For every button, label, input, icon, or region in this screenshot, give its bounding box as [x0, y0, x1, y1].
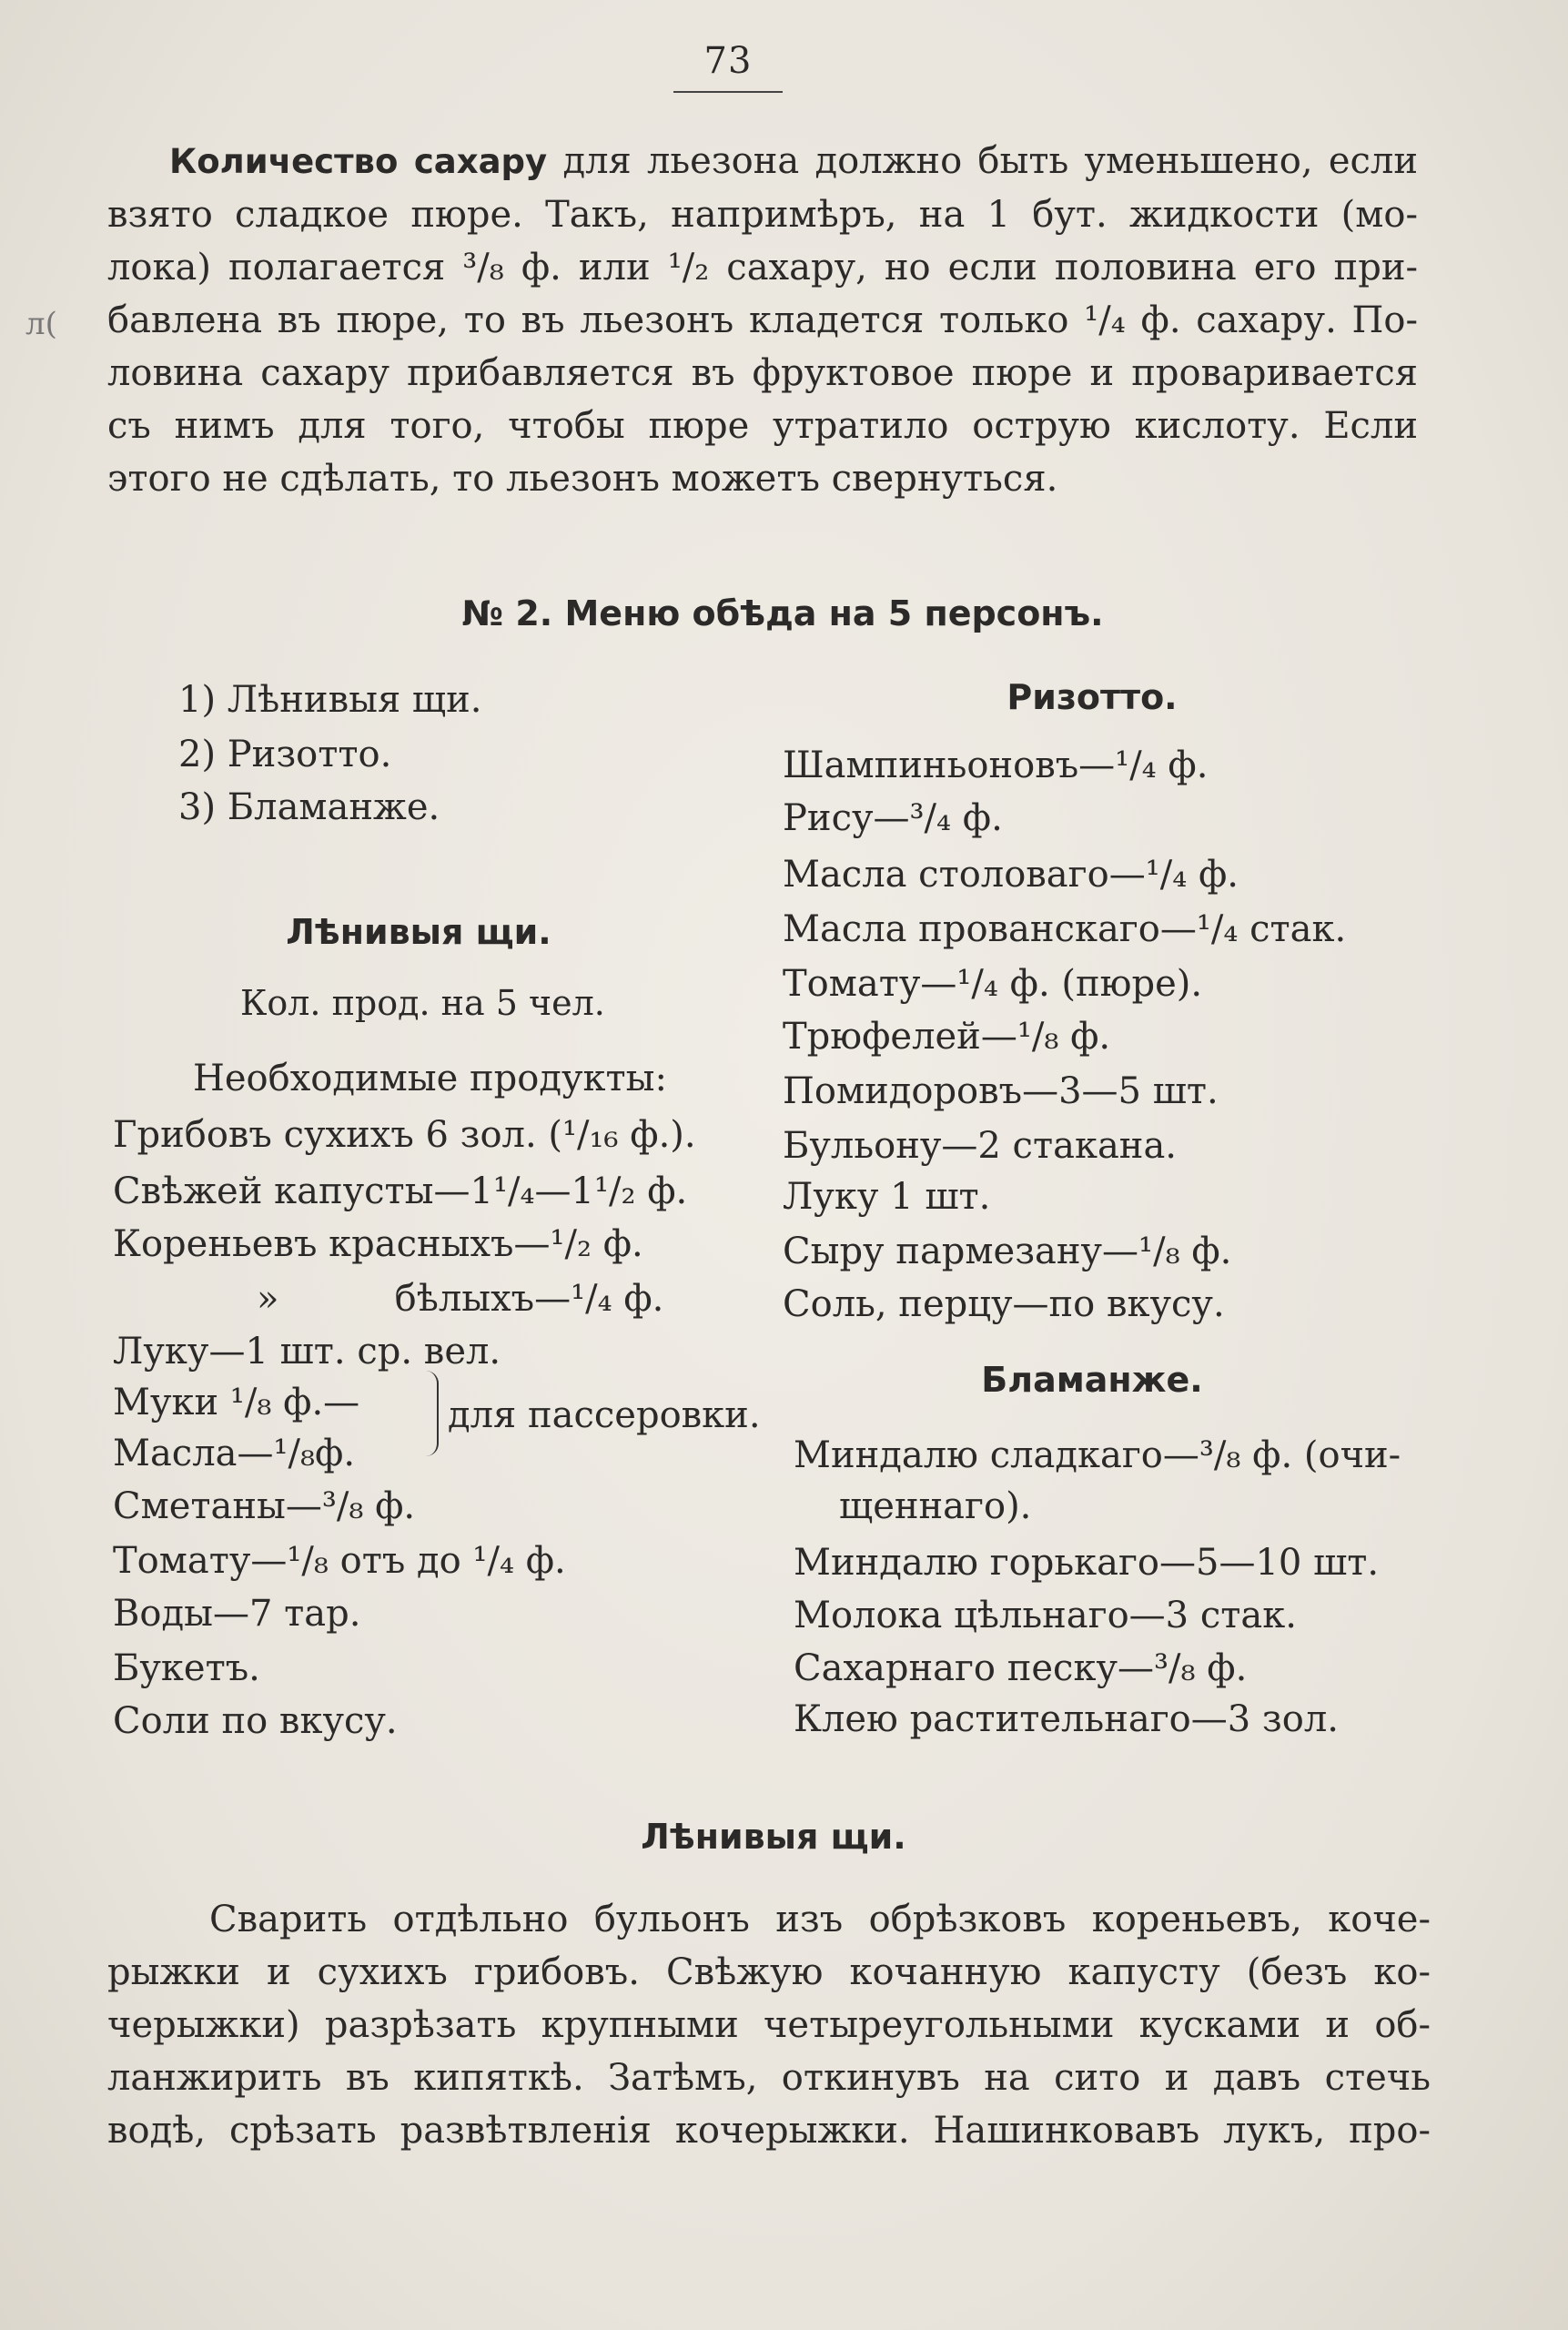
- risotto-line: Сыру пармезану—¹/₈ ф.: [783, 1231, 1232, 1272]
- risotto-line: Луку 1 шт.: [783, 1176, 991, 1218]
- risotto-line: Соль, перцу—по вкусу.: [783, 1283, 1225, 1325]
- method-paragraph: [107, 1893, 1431, 2157]
- brace: [420, 1371, 439, 1456]
- risotto-line: Шампиньоновъ—¹/₄ ф.: [783, 745, 1209, 786]
- intro-line-6: этого не сдѣлать, то льезонъ можетъ свернуться.: [107, 458, 1058, 500]
- ingredient-line: Соли по вкусу.: [113, 1700, 398, 1742]
- ingredient-line: Луку—1 шт. ср. вел.: [113, 1331, 501, 1373]
- blancmange-line: щеннаго).: [839, 1485, 1032, 1527]
- menu-item-3: 3) Бламанже.: [178, 786, 440, 828]
- ingredient-line: Муки ¹/₈ ф.—: [113, 1382, 360, 1423]
- blancmange-line: Миндалю сладкаго—³/₈ ф. (очи-: [794, 1434, 1401, 1476]
- risotto-line: Масла прованскаго—¹/₄ стак.: [783, 908, 1347, 950]
- risotto-line: Рису—³/₄ ф.: [783, 797, 1003, 839]
- blancmange-line: Сахарнаго песку—³/₈ ф.: [794, 1647, 1248, 1689]
- ingredient-line: Кореньевъ красныхъ—¹/₂ ф.: [113, 1223, 643, 1265]
- method-line-2: черыжки) разрѣзать крупными четыреугольными кусками и об-: [107, 2004, 1431, 2046]
- blancmange-line: Клею растительнаго—3 зол.: [794, 1698, 1339, 1740]
- left-recipe-title: Лѣнивыя щи.: [286, 912, 551, 952]
- ingredient-line: » бѣлыхъ—¹/₄ ф.: [257, 1278, 664, 1320]
- margin-mark: л(: [25, 306, 57, 342]
- blancmange-line: Молока цѣльнаго—3 стак.: [794, 1595, 1297, 1636]
- intro-paragraph: [107, 135, 1418, 505]
- ingredient-line: Свѣжей капусты—1¹/₄—1¹/₂ ф.: [113, 1170, 688, 1212]
- brace-note: для пассеровки.: [448, 1394, 761, 1436]
- intro-line-5: съ нимъ для того, чтобы пюре утратило острую кислоту. Если: [107, 405, 1418, 447]
- intro-line-1: взято сладкое пюре. Такъ, напримѣръ, на 1 бут. жидкости (мо-: [107, 194, 1418, 236]
- method-line-0: Сварить отдѣльно бульонъ изъ обрѣзковъ кореньевъ, коче-: [209, 1899, 1431, 1940]
- risotto-title: Ризотто.: [1007, 677, 1178, 717]
- ingredient-line: Томату—¹/₈ отъ до ¹/₄ ф.: [113, 1540, 566, 1582]
- blancmange-line: Миндалю горькаго—5—10 шт.: [794, 1542, 1380, 1584]
- menu-title: № 2. Меню обѣда на 5 персонъ.: [461, 593, 1104, 633]
- method-line-4: водѣ, срѣзать развѣтвленія кочерыжки. Нашинковавъ лукъ, про-: [107, 2110, 1431, 2152]
- menu-item-1: 1) Лѣнивыя щи.: [178, 679, 482, 721]
- ingredient-line: Грибовъ сухихъ 6 зол. (¹/₁₆ ф.).: [113, 1114, 696, 1156]
- ingredient-line: Букетъ.: [113, 1647, 260, 1689]
- risotto-line: Бульону—2 стакана.: [783, 1125, 1178, 1167]
- risotto-line: Трюфелей—¹/₈ ф.: [783, 1016, 1111, 1058]
- ingredient-line: Сметаны—³/₈ ф.: [113, 1485, 416, 1527]
- method-line-3: ланжирить въ кипяткѣ. Затѣмъ, откинувъ на сито и давъ стечь: [107, 2057, 1431, 2099]
- risotto-line: Помидоровъ—3—5 шт.: [783, 1070, 1219, 1112]
- risotto-line: Томату—¹/₄ ф. (пюре).: [783, 963, 1203, 1005]
- intro-line-0: Количество сахару для льезона должно быть уменьшено, если: [169, 140, 1418, 182]
- blancmange-title: Бламанже.: [981, 1360, 1203, 1400]
- ingredient-line: Масла—¹/₈ф.: [113, 1433, 356, 1474]
- ingredient-line: Воды—7 тар.: [113, 1593, 361, 1635]
- servings-note: Кол. прод. на 5 чел.: [240, 983, 605, 1023]
- risotto-line: Масла столоваго—¹/₄ ф.: [783, 854, 1239, 896]
- needed-heading: Необходимые продукты:: [193, 1058, 667, 1099]
- menu-item-2: 2) Ризотто.: [178, 734, 392, 775]
- method-line-1: рыжки и сухихъ грибовъ. Свѣжую кочанную капусту (безъ ко-: [107, 1951, 1431, 1993]
- intro-line-3: бавлена въ пюре, то въ льезонъ кладется только ¹/₄ ф. сахару. По-: [107, 299, 1418, 341]
- page-number: 73: [703, 40, 753, 82]
- intro-line-2: лока) полагается ³/₈ ф. или ¹/₂ сахару, но если половина его при-: [107, 247, 1418, 289]
- method-title: Лѣнивыя щи.: [641, 1817, 906, 1857]
- page-number-rule: [673, 91, 783, 93]
- intro-lead: Количество сахару: [169, 142, 548, 181]
- intro-line-4: ловина сахару прибавляется въ фруктовое пюре и проваривается: [107, 352, 1418, 394]
